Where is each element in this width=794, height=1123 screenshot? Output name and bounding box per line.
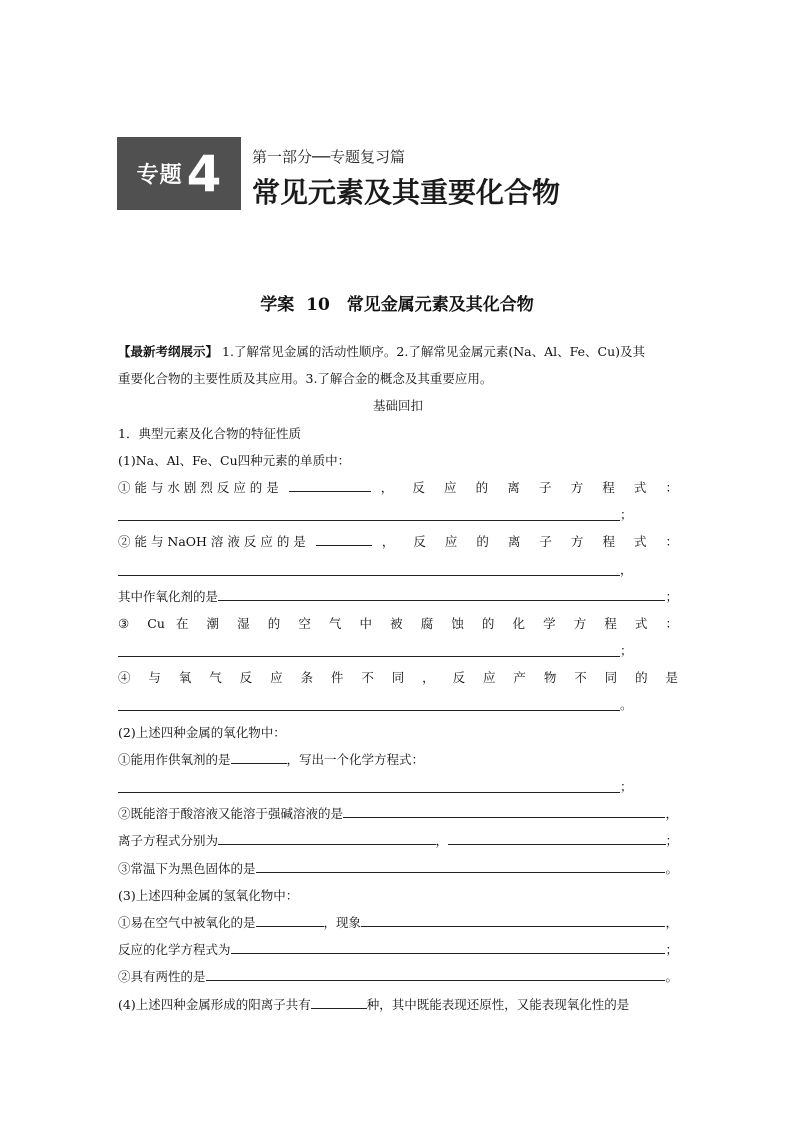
answer-blank[interactable] <box>231 939 666 954</box>
item-text: ，现象 <box>323 914 362 930</box>
answer-blank[interactable] <box>289 477 371 492</box>
item-text: ③常温下为黑色固体的是 <box>118 860 256 876</box>
answer-line <box>118 501 678 528</box>
case-title: 学案 10 常见金属元素及其化合物 <box>260 295 534 315</box>
topic-number-box <box>117 137 241 210</box>
punctuation: ； <box>665 833 678 849</box>
item-text: ， 反 应 的 离 子 方 程 式 ： <box>380 479 678 495</box>
item-text: ② 能 与 NaOH 溶 液 反 应 的 是 <box>118 534 306 550</box>
part-1-intro: (1)Na、Al、Fe、Cu四种元素的单质中： <box>118 452 351 468</box>
part-3-item-2 <box>118 963 678 990</box>
punctuation: ； <box>665 942 678 958</box>
answer-blank[interactable] <box>311 994 367 1009</box>
answer-blank[interactable] <box>218 830 435 845</box>
part-2-intro: (2)上述四种金属的氧化物中： <box>118 724 286 740</box>
item-text: ②既能溶于酸溶液又能溶于强碱溶液的是 <box>118 806 344 822</box>
part-1-item-1 <box>118 474 678 501</box>
punctuation: ； <box>620 643 633 659</box>
answer-blank[interactable] <box>118 640 620 657</box>
outline-text-1: 1.了解常见金属的活动性顺序。2.了解常见金属元素(Na、Al、Fe、Cu)及其 <box>222 344 646 359</box>
worksheet-body <box>118 338 678 1018</box>
item-text: ，写出一个化学方程式： <box>286 751 425 767</box>
punctuation: 。 <box>665 860 678 876</box>
answer-blank[interactable] <box>316 531 372 546</box>
outline-line-2: 重要化合物的主要性质及其应用。3.了解合金的概念及其重要应用。 <box>118 371 493 387</box>
oxidant-line <box>118 583 678 610</box>
item-text: ②具有两性的是 <box>118 969 206 985</box>
part-1-item-3: ③ Cu 在 潮 湿 的 空 气 中 被 腐 蚀 的 化 学 方 程 式 ： <box>118 615 678 631</box>
answer-line <box>118 773 678 800</box>
answer-blank[interactable] <box>231 749 287 764</box>
punctuation: ， <box>435 833 449 849</box>
answer-line <box>118 637 678 664</box>
item-text: 离子方程式分别为 <box>118 833 219 849</box>
topic-label: 专题 <box>136 163 183 188</box>
outline-tag: 【最新考纲展示】 <box>118 344 219 359</box>
punctuation: ； <box>665 588 678 604</box>
item-text: 反应的化学方程式为 <box>118 942 231 958</box>
part-3-item-1 <box>118 909 678 936</box>
answer-blank[interactable] <box>118 504 620 521</box>
punctuation: 。 <box>665 969 678 985</box>
part-1-item-4: ④ 与 氧 气 反 应 条 件 不 同 ， 反 应 产 物 不 同 的 是 <box>118 670 678 686</box>
punctuation: ； <box>620 779 633 794</box>
punctuation: ； <box>620 507 633 523</box>
punctuation: ， <box>665 914 678 930</box>
item-text: (4)上述四种金属形成的阳离子共有 <box>118 996 311 1012</box>
answer-blank[interactable] <box>118 559 620 576</box>
part-3-equation-line <box>118 936 678 963</box>
topic-title: 常见元素及其重要化合物 <box>252 176 561 209</box>
item-text: ①易在空气中被氧化的是 <box>118 914 256 930</box>
punctuation: ， <box>620 561 633 577</box>
item-text: ， 反 应 的 离 子 方 程 式 ： <box>381 534 678 550</box>
part-4-line <box>118 991 678 1018</box>
answer-line <box>118 691 678 718</box>
part-subtitle: 第一部分──专题复习篇 <box>252 148 406 166</box>
part-3-intro: (3)上述四种金属的氢氧化物中： <box>118 887 299 903</box>
punctuation: ， <box>665 806 678 822</box>
answer-blank[interactable] <box>343 803 665 818</box>
part-2-item-2 <box>118 800 678 827</box>
topic-banner <box>117 137 241 210</box>
item-text: ①能用作供氧剂的是 <box>118 751 231 767</box>
part-2-item-3 <box>118 855 678 882</box>
answer-blank[interactable] <box>256 858 666 873</box>
outline-line-1 <box>118 338 678 365</box>
ionic-equations-line <box>118 827 678 854</box>
topic-number: 4 <box>186 144 222 203</box>
answer-blank[interactable] <box>218 586 665 601</box>
part-2-item-1 <box>118 746 678 773</box>
answer-blank[interactable] <box>256 912 324 927</box>
item-text: 其中作氧化剂的是 <box>118 588 219 604</box>
answer-blank[interactable] <box>361 912 665 927</box>
punctuation: 。 <box>620 697 633 713</box>
answer-blank[interactable] <box>118 776 620 793</box>
answer-blank[interactable] <box>448 830 665 845</box>
question-1-heading: 1．典型元素及化合物的特征性质 <box>118 425 301 441</box>
banner-text <box>252 146 560 211</box>
answer-blank[interactable] <box>206 966 666 981</box>
part-1-item-2 <box>118 528 678 555</box>
section-heading: 基础回扣 <box>372 398 423 414</box>
item-text: 种，其中既能表现还原性，又能表现氧化性的是 <box>366 996 630 1012</box>
item-text: ① 能 与 水 剧 烈 反 应 的 是 <box>118 479 279 495</box>
answer-line <box>118 556 678 583</box>
answer-blank[interactable] <box>118 694 620 711</box>
